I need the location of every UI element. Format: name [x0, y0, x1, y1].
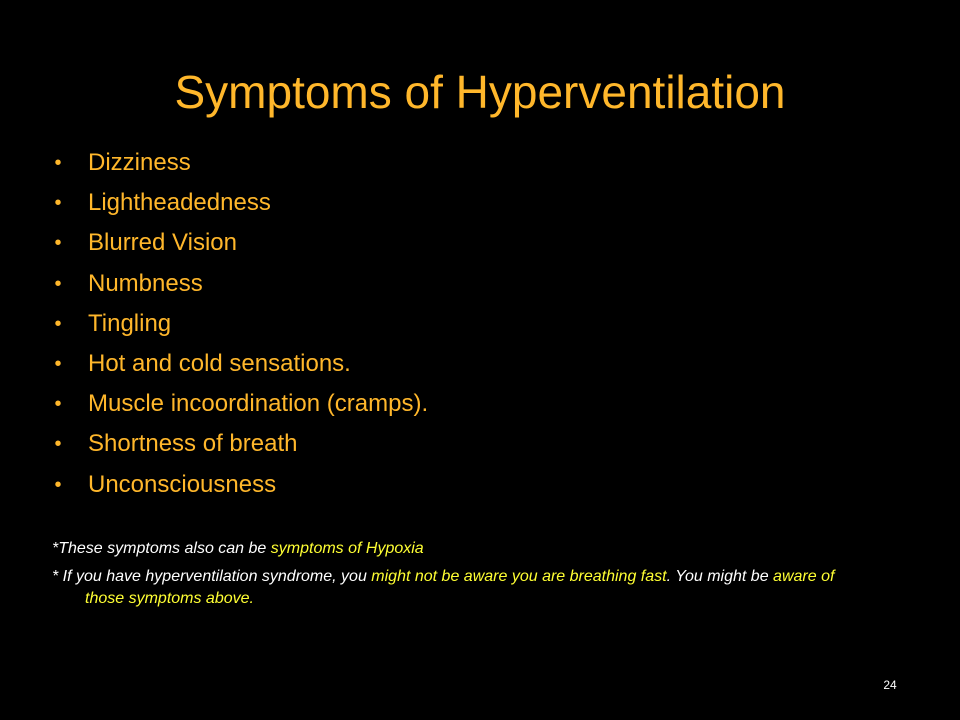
bullet-icon: • [54, 473, 62, 496]
symptom-label: Dizziness [88, 149, 191, 176]
syndrome-note [52, 566, 872, 610]
bullet-icon: • [54, 393, 62, 416]
symptom-label: Blurred Vision [88, 229, 237, 257]
page-number: 24 [883, 678, 897, 692]
note-highlight: aware of those symptoms above. [85, 568, 835, 607]
hypoxia-note [52, 538, 872, 560]
symptom-item [48, 183, 908, 223]
symptom-item [48, 344, 908, 384]
symptom-item [48, 304, 908, 344]
bullet-icon: • [54, 192, 62, 215]
symptom-label: Numbness [88, 269, 203, 297]
symptom-label: Hot and cold sensations. [88, 349, 351, 377]
symptom-item [48, 424, 908, 464]
bullet-icon: • [54, 433, 62, 456]
note-text: * If you have hyperventilation syndrome, you [52, 568, 372, 585]
bullet-icon: • [54, 312, 62, 335]
note-highlight: symptoms of Hypoxia [270, 540, 424, 557]
symptom-label: Muscle incoordination (cramps). [88, 390, 429, 418]
bullet-icon: • [54, 352, 62, 375]
note-highlight: might not be aware you are breathing fast [371, 568, 667, 585]
symptom-label: Lightheadedness [88, 189, 271, 217]
bullet-icon: • [54, 272, 62, 295]
symptom-label: Tingling [88, 309, 172, 337]
symptom-item [48, 384, 908, 424]
bullet-icon: • [54, 232, 62, 255]
note-text: . You might be [666, 568, 774, 585]
symptom-label: Unconsciousness [88, 470, 277, 498]
note-text: *These symptoms also can be [52, 540, 271, 557]
symptom-item [48, 223, 908, 263]
slide-title: Symptoms of Hyperventilation [174, 66, 786, 118]
symptom-item [48, 143, 908, 183]
bullet-icon: • [54, 152, 62, 174]
symptom-list [48, 143, 908, 505]
symptom-item [48, 264, 908, 304]
footnotes [52, 538, 872, 610]
symptom-label: Shortness of breath [88, 430, 298, 458]
symptom-item [48, 465, 908, 505]
